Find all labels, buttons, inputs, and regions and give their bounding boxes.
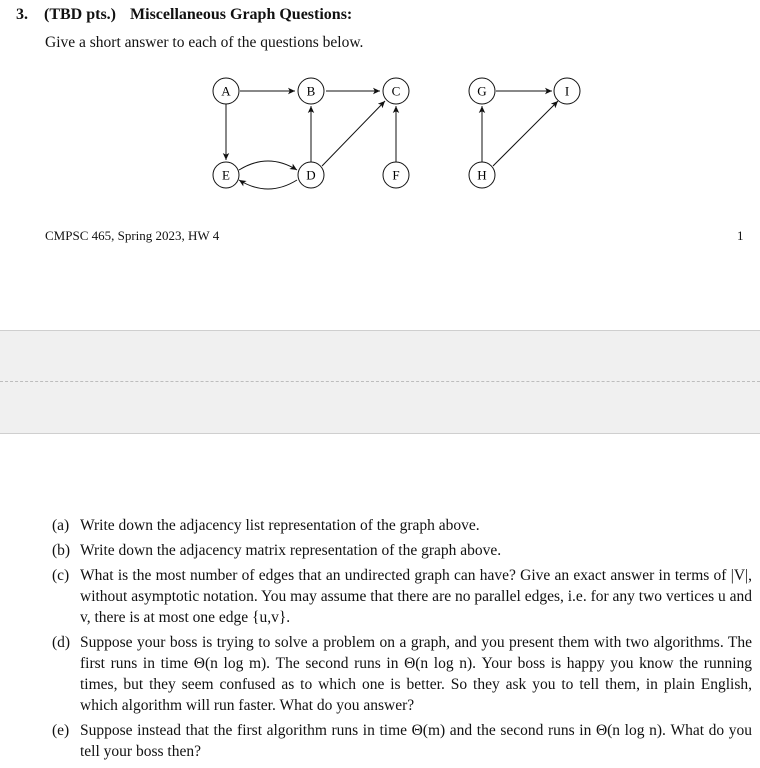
node-h [469,162,495,188]
graph-figure [0,0,760,230]
page-number: 1 [737,228,744,243]
node-e [213,162,239,188]
question-text: Write down the adjacency list representation of the graph above. [80,517,480,534]
page-break-line [0,381,760,382]
page-footer: CMPSC 465, Spring 2023, HW 4 [45,228,220,243]
question-label: (e) [52,722,70,739]
node-b-label: B [306,83,316,99]
edge-e-d [239,161,297,170]
question-text: What is the most number of edges that an undirected graph can have? Give an exact answer in terms of |V|, without asymptotic notation. You may assume that there are no parallel edges, i.e. for any two vertices u and v, there is at most one edge {u,v}. [80,567,752,626]
node-g-label: G [477,83,487,99]
node-f-label: F [392,167,400,183]
question-label: (b) [52,542,71,559]
question-b [52,540,752,561]
node-a [213,78,239,104]
node-g [469,78,495,104]
question-text: Suppose instead that the first algorithm runs in time Θ(m) and the second runs in Θ(n log n). What do you tell your boss then? [80,722,752,760]
question-a [52,515,752,536]
node-i [554,78,580,104]
problem-points: (TBD pts.) [44,6,117,23]
edge-d-c [322,101,385,166]
question-label: (a) [52,517,70,534]
edge-h-i [493,101,558,166]
page-gap [0,330,760,434]
node-h-label: H [477,167,487,183]
question-label: (c) [52,567,70,584]
question-list [52,515,752,766]
question-text: Write down the adjacency matrix representation of the graph above. [80,542,502,559]
node-e-label: E [222,167,230,183]
node-f [383,162,409,188]
node-i-label: I [564,83,570,99]
question-text: Suppose your boss is trying to solve a problem on a graph, and you present them with two algorithms. The first runs in time Θ(n log m). The second runs in Θ(n log n). Your boss is happy you know the running times, but they seem confused as to which one is better. So they ask you to tell them, in plain English, which algorithm will run faster. What do you answer? [80,634,752,714]
question-e [52,720,752,762]
problem-title: Miscellaneous Graph Questions: [130,6,353,23]
node-c [383,78,409,104]
question-c [52,565,752,628]
node-a-label: A [221,83,231,99]
intro-text: Give a short answer to each of the questions below. [45,34,364,51]
problem-number: 3. [16,6,28,23]
node-b [298,78,324,104]
node-d [298,162,324,188]
node-c-label: C [391,83,401,99]
page-one [0,0,760,330]
question-label: (d) [52,634,71,651]
edge-d-e [239,180,297,189]
question-d [52,632,752,716]
node-d-label: D [306,167,316,183]
